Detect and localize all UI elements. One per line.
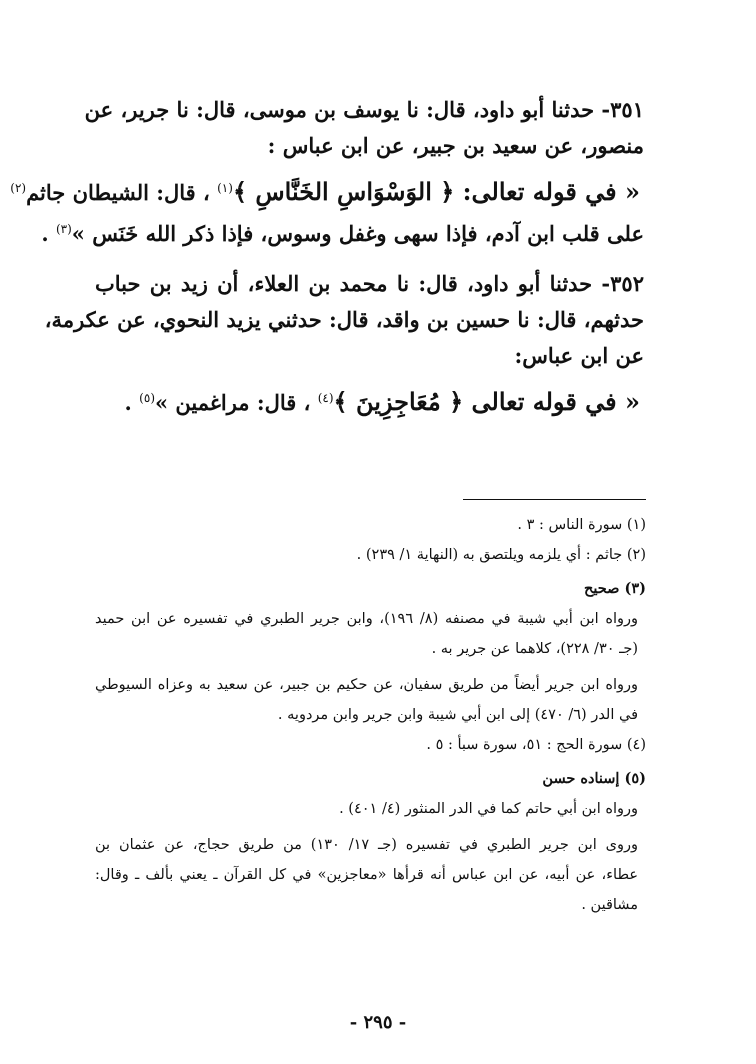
footnote-ref-4: (٤): [317, 391, 334, 405]
page-number: - ٢٩٥ -: [349, 1012, 407, 1033]
footnote-2: (٢) جاثم : أي يلزمه ويلتصق به (النهاية ١/ ٢٣٩) .: [356, 547, 646, 563]
hadith-351-quote-line: [10, 170, 644, 211]
footnote-3-heading: (٣) صحيح: [584, 580, 646, 597]
footnote-4: (٤) سورة الحج : ٥١، سورة سبأ : ٥ .: [426, 737, 646, 753]
hadith-351-quote: « في قوله تعالى: ﴿ الوَسْوَاسِ الخَنَّاسِ ﴾: [232, 177, 640, 206]
footnotes: [95, 510, 646, 920]
hadith-351-line-2: منصور، عن سعيد بن جبير، عن ابن عباس :: [267, 133, 644, 158]
footnote-5-para-2-line-3: مشاقين .: [581, 897, 638, 913]
footnote-5-para-2-line-1: وروى ابن جرير الطبري في تفسيره (جـ ١٧/ ١٣٠) من طريق حجاج، عن عثمان بن: [95, 837, 638, 853]
footnote-5-para-2-line-2: عطاء، عن أبيه، عن ابن عباس أنه قرأها «معاجزين» في كل القرآن ـ يعني بألف ـ وقال:: [95, 867, 638, 883]
footnote-5-body: [95, 794, 646, 920]
footnote-3-body: [95, 604, 646, 730]
hadith-352-saying: ، قال: مراغمين »: [155, 390, 311, 415]
footnote-divider: [463, 499, 646, 500]
hadith-352-line-3: عن ابن عباس:: [514, 343, 644, 368]
hadith-352-quote-end: .: [124, 390, 132, 415]
hadith-352-quote-line: [95, 380, 644, 421]
hadith-351-line-4-end: .: [41, 221, 49, 246]
footnote-ref-2: (٢): [10, 181, 27, 195]
hadith-352-quote: « في قوله تعالى ﴿ مُعَاجِزِينَ ﴾: [333, 387, 640, 416]
hadith-351-line-1: ٣٥١- حدثنا أبو داود، قال: نا يوسف بن موسى، قال: نا جرير، عن: [84, 97, 644, 122]
footnote-5-heading: (٥) إسناده حسن: [542, 770, 646, 787]
main-text: [10, 92, 644, 421]
hadith-351-line-4: [41, 211, 644, 252]
footnote-5-para-1: ورواه ابن أبي حاتم كما في الدر المنثور (٤/ ٤٠١) .: [339, 801, 638, 817]
hadith-351-line-4-text: على قلب ابن آدم، فإذا سهى وغفل وسوس، فإذا ذكر الله خَنَس »: [71, 221, 644, 246]
hadith-352-line-1: ٣٥٢- حدثنا أبو داود، قال: نا محمد بن العلاء، أن زيد بن حباب: [95, 271, 644, 296]
hadith-351-saying: ، قال: الشيطان جاثم: [26, 180, 210, 205]
footnote-ref-5: (٥): [139, 391, 155, 405]
footnote-3-para-2-line-2: في الدر (٦/ ٤٧٠) إلى ابن أبي شيبة وابن جرير وابن مردويه .: [277, 707, 638, 723]
footnote-3-para-1-line-1: ورواه ابن أبي شيبة في مصنفه (٨/ ١٩٦)، وابن جرير الطبري في تفسيره عن ابن حميد: [95, 611, 638, 627]
footnote-1: (١) سورة الناس : ٣ .: [517, 517, 646, 533]
hadith-352-line-2: حدثهم، قال: نا حسين بن واقد، قال: حدثني يزيد النحوي، عن عكرمة،: [44, 307, 644, 332]
footnote-3-para-2-line-1: ورواه ابن جرير أيضاً من طريق سفيان، عن حكيم بن جبير، عن سعيد به وعزاه السيوطي: [95, 677, 638, 693]
footnote-3-para-1-line-2: (جـ ٣٠/ ٢٢٨)، كلاهما عن جرير به .: [431, 641, 638, 657]
footnote-ref-3: (٣): [55, 222, 72, 236]
footnote-ref-1: (١): [217, 181, 233, 195]
